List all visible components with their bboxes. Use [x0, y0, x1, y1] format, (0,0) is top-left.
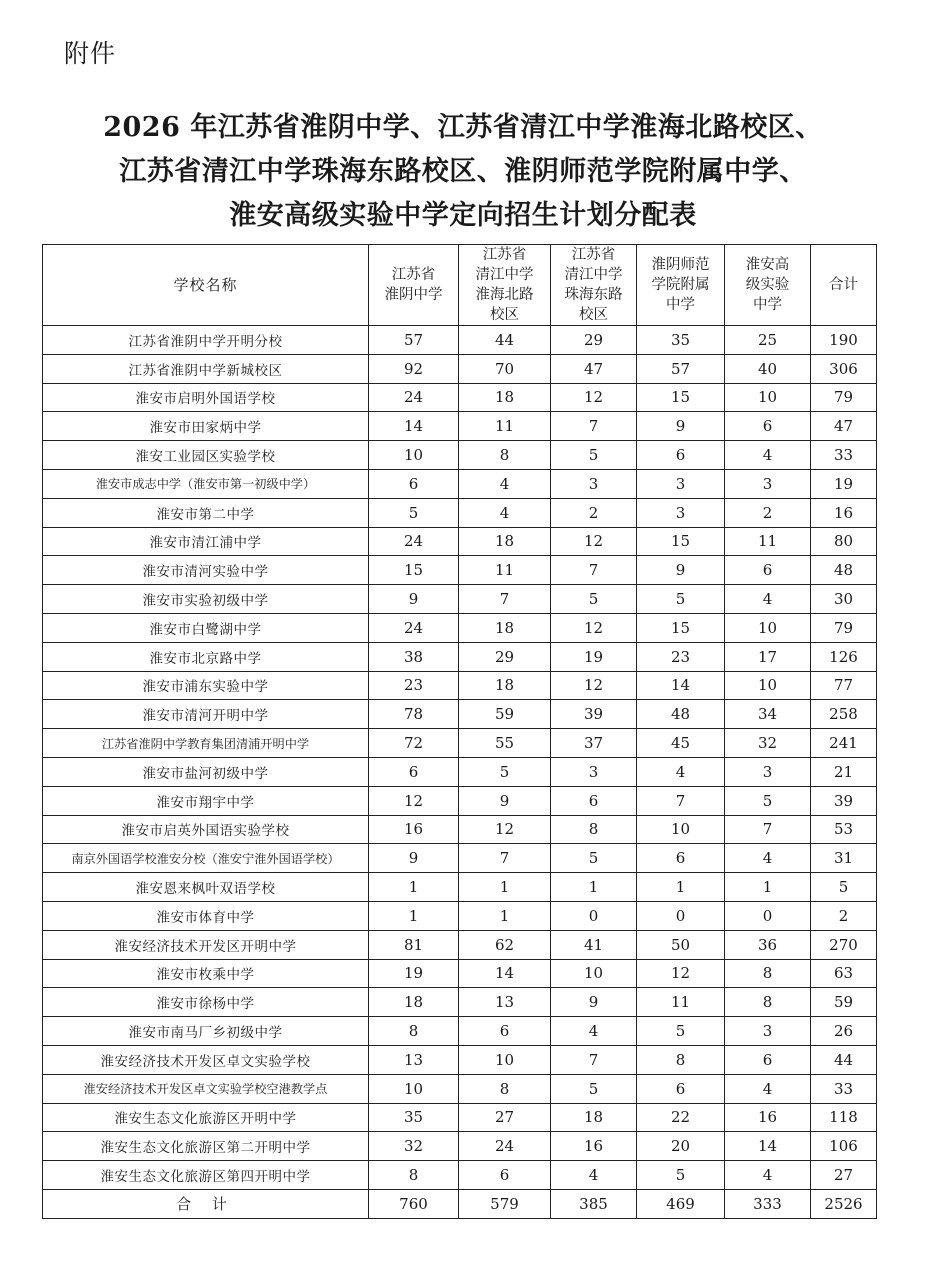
- quota-cell: 15: [637, 613, 725, 642]
- header-line: 清江中学: [564, 267, 623, 283]
- quota-cell: 55: [459, 729, 551, 758]
- header-line: 合计: [829, 277, 858, 293]
- quota-cell: 4: [725, 1074, 811, 1103]
- header-row: [43, 245, 877, 326]
- row-total-cell: 48: [811, 556, 877, 585]
- table-row: [43, 613, 877, 642]
- quota-cell: 8: [369, 1161, 459, 1190]
- quota-cell: 25: [725, 326, 811, 355]
- school-name-cell: 淮安市白鹭湖中学: [43, 613, 369, 642]
- row-total-cell: 16: [811, 498, 877, 527]
- quota-cell: 7: [459, 844, 551, 873]
- quota-cell: 38: [369, 642, 459, 671]
- quota-cell: 1: [369, 873, 459, 902]
- header-line: 珠海东路: [564, 287, 623, 303]
- quota-cell: 45: [637, 729, 725, 758]
- header-line: 江苏省: [391, 267, 436, 283]
- quota-cell: 15: [637, 383, 725, 412]
- quota-cell: 37: [551, 729, 637, 758]
- school-name-cell: 淮安工业园区实验学校: [43, 441, 369, 470]
- quota-cell: 18: [459, 671, 551, 700]
- quota-cell: 24: [369, 613, 459, 642]
- quota-cell: 44: [459, 326, 551, 355]
- quota-cell: 10: [551, 959, 637, 988]
- row-total-cell: 5: [811, 873, 877, 902]
- table-row: [43, 354, 877, 383]
- quota-cell: 0: [637, 901, 725, 930]
- quota-cell: 14: [369, 412, 459, 441]
- table-row: [43, 1045, 877, 1074]
- row-total-cell: 33: [811, 1074, 877, 1103]
- quota-cell: 16: [369, 815, 459, 844]
- quota-cell: 10: [725, 671, 811, 700]
- quota-cell: 1: [637, 873, 725, 902]
- header-line: 淮阴中学: [384, 287, 443, 303]
- quota-cell: 4: [551, 1017, 637, 1046]
- table-row: [43, 556, 877, 585]
- quota-cell: 1: [725, 873, 811, 902]
- total-cell: 2526: [811, 1189, 877, 1218]
- header-column: [637, 245, 725, 326]
- header-line: 江苏省: [571, 247, 616, 263]
- quota-cell: 29: [551, 326, 637, 355]
- quota-cell: 8: [369, 1017, 459, 1046]
- quota-cell: 6: [369, 469, 459, 498]
- school-name-cell: 淮安市启英外国语实验学校: [43, 815, 369, 844]
- row-total-cell: 31: [811, 844, 877, 873]
- quota-cell: 1: [459, 873, 551, 902]
- row-total-cell: 30: [811, 585, 877, 614]
- quota-cell: 6: [637, 1074, 725, 1103]
- quota-cell: 23: [637, 642, 725, 671]
- table-row: [43, 441, 877, 470]
- quota-cell: 50: [637, 930, 725, 959]
- quota-cell: 4: [725, 844, 811, 873]
- school-name-cell: 淮安生态文化旅游区开明中学: [43, 1103, 369, 1132]
- quota-cell: 5: [459, 757, 551, 786]
- quota-cell: 5: [369, 498, 459, 527]
- quota-cell: 5: [551, 441, 637, 470]
- table-row: [43, 815, 877, 844]
- row-total-cell: 26: [811, 1017, 877, 1046]
- table-row: [43, 901, 877, 930]
- quota-cell: 2: [725, 498, 811, 527]
- quota-cell: 17: [725, 642, 811, 671]
- quota-cell: 32: [725, 729, 811, 758]
- header-line: 淮海北路: [475, 287, 534, 303]
- table-row: [43, 383, 877, 412]
- title-line: 淮安高级实验中学定向招生计划分配表: [229, 200, 697, 231]
- table-header: [43, 245, 877, 326]
- school-name-cell: 淮安市翔宇中学: [43, 786, 369, 815]
- quota-cell: 35: [369, 1103, 459, 1132]
- table-row: [43, 326, 877, 355]
- quota-cell: 92: [369, 354, 459, 383]
- quota-cell: 5: [551, 844, 637, 873]
- quota-cell: 24: [369, 383, 459, 412]
- quota-cell: 12: [369, 786, 459, 815]
- table-row: [43, 1074, 877, 1103]
- quota-cell: 5: [637, 585, 725, 614]
- header-column: [369, 245, 459, 326]
- quota-cell: 6: [637, 844, 725, 873]
- quota-cell: 5: [725, 786, 811, 815]
- quota-cell: 27: [459, 1103, 551, 1132]
- quota-cell: 18: [459, 613, 551, 642]
- title-line: 江苏省清江中学珠海东路校区、淮阴师范学院附属中学、: [119, 156, 807, 187]
- quota-cell: 0: [725, 901, 811, 930]
- quota-cell: 14: [637, 671, 725, 700]
- school-name-cell: 淮安市成志中学（淮安市第一初级中学）: [43, 469, 369, 498]
- row-total-cell: 126: [811, 642, 877, 671]
- quota-cell: 9: [459, 786, 551, 815]
- table-row: [43, 498, 877, 527]
- quota-cell: 16: [551, 1132, 637, 1161]
- quota-cell: 12: [637, 959, 725, 988]
- row-total-cell: 21: [811, 757, 877, 786]
- total-cell: 385: [551, 1189, 637, 1218]
- table-row: [43, 1017, 877, 1046]
- header-school-name: [43, 245, 369, 326]
- total-label-cell: 合 计: [43, 1189, 369, 1218]
- row-total-cell: 190: [811, 326, 877, 355]
- school-name-cell: 江苏省淮阴中学教育集团清浦开明中学: [43, 729, 369, 758]
- quota-cell: 19: [551, 642, 637, 671]
- header-line: 中学: [753, 297, 782, 313]
- quota-cell: 14: [459, 959, 551, 988]
- document-title: [30, 106, 896, 238]
- header-line: 淮阴师范: [651, 257, 710, 273]
- row-total-cell: 63: [811, 959, 877, 988]
- quota-cell: 10: [369, 441, 459, 470]
- school-name-cell: 淮安市清河开明中学: [43, 700, 369, 729]
- school-name-cell: 淮安市北京路中学: [43, 642, 369, 671]
- quota-cell: 39: [551, 700, 637, 729]
- school-name-cell: 淮安市盐河初级中学: [43, 757, 369, 786]
- school-name-cell: 淮安市南马厂乡初级中学: [43, 1017, 369, 1046]
- quota-cell: 3: [725, 757, 811, 786]
- quota-cell: 9: [637, 556, 725, 585]
- quota-cell: 3: [551, 757, 637, 786]
- quota-cell: 18: [459, 383, 551, 412]
- header-column: [725, 245, 811, 326]
- quota-cell: 57: [369, 326, 459, 355]
- header-line: 校区: [490, 307, 519, 323]
- quota-cell: 35: [637, 326, 725, 355]
- table-row: [43, 786, 877, 815]
- quota-cell: 0: [551, 901, 637, 930]
- quota-cell: 10: [725, 613, 811, 642]
- table-row: [43, 527, 877, 556]
- quota-cell: 7: [725, 815, 811, 844]
- school-name-cell: 江苏省淮阴中学新城校区: [43, 354, 369, 383]
- quota-cell: 11: [459, 412, 551, 441]
- table-row: [43, 873, 877, 902]
- header-column: [551, 245, 637, 326]
- quota-cell: 12: [551, 383, 637, 412]
- quota-cell: 41: [551, 930, 637, 959]
- quota-cell: 8: [725, 959, 811, 988]
- school-name-cell: 淮安市实验初级中学: [43, 585, 369, 614]
- quota-cell: 1: [459, 901, 551, 930]
- quota-cell: 6: [725, 1045, 811, 1074]
- quota-cell: 29: [459, 642, 551, 671]
- quota-cell: 4: [637, 757, 725, 786]
- quota-cell: 24: [369, 527, 459, 556]
- table-row: [43, 1103, 877, 1132]
- school-name-cell: 淮安市第二中学: [43, 498, 369, 527]
- quota-cell: 15: [369, 556, 459, 585]
- quota-cell: 6: [725, 556, 811, 585]
- table-row: [43, 729, 877, 758]
- row-total-cell: 59: [811, 988, 877, 1017]
- row-total-cell: 2: [811, 901, 877, 930]
- school-name-cell: 淮安恩来枫叶双语学校: [43, 873, 369, 902]
- quota-cell: 7: [551, 1045, 637, 1074]
- quota-cell: 7: [551, 556, 637, 585]
- header-line: 中学: [666, 297, 695, 313]
- quota-cell: 11: [637, 988, 725, 1017]
- table-row: [43, 988, 877, 1017]
- quota-cell: 3: [637, 498, 725, 527]
- school-name-cell: 淮安市徐杨中学: [43, 988, 369, 1017]
- quota-cell: 24: [459, 1132, 551, 1161]
- row-total-cell: 39: [811, 786, 877, 815]
- row-total-cell: 79: [811, 383, 877, 412]
- title-line: 2026 年江苏省淮阴中学、江苏省清江中学淮海北路校区、: [103, 112, 823, 143]
- quota-cell: 6: [637, 441, 725, 470]
- quota-cell: 6: [459, 1161, 551, 1190]
- quota-cell: 22: [637, 1103, 725, 1132]
- quota-cell: 4: [459, 498, 551, 527]
- quota-cell: 18: [369, 988, 459, 1017]
- quota-cell: 48: [637, 700, 725, 729]
- quota-cell: 18: [551, 1103, 637, 1132]
- quota-cell: 12: [551, 613, 637, 642]
- quota-cell: 4: [551, 1161, 637, 1190]
- school-name-cell: 淮安经济技术开发区开明中学: [43, 930, 369, 959]
- table-row: [43, 671, 877, 700]
- quota-cell: 9: [369, 585, 459, 614]
- quota-cell: 34: [725, 700, 811, 729]
- quota-cell: 16: [725, 1103, 811, 1132]
- quota-cell: 32: [369, 1132, 459, 1161]
- table-row: [43, 585, 877, 614]
- quota-cell: 9: [551, 988, 637, 1017]
- quota-cell: 5: [551, 1074, 637, 1103]
- quota-cell: 4: [459, 469, 551, 498]
- quota-cell: 10: [637, 815, 725, 844]
- row-total-cell: 118: [811, 1103, 877, 1132]
- school-name-cell: 淮安市清河实验中学: [43, 556, 369, 585]
- row-total-cell: 106: [811, 1132, 877, 1161]
- quota-cell: 59: [459, 700, 551, 729]
- quota-cell: 3: [725, 469, 811, 498]
- table-row: [43, 700, 877, 729]
- header-line: 学校名称: [173, 276, 238, 294]
- school-name-cell: 淮安市田家炳中学: [43, 412, 369, 441]
- row-total-cell: 47: [811, 412, 877, 441]
- total-cell: 469: [637, 1189, 725, 1218]
- total-cell: 760: [369, 1189, 459, 1218]
- school-name-cell: 淮安市启明外国语学校: [43, 383, 369, 412]
- table-body: [43, 326, 877, 1190]
- header-line: 清江中学: [475, 267, 534, 283]
- table-row: [43, 844, 877, 873]
- header-line: 学院附属: [651, 277, 710, 293]
- school-name-cell: 淮安生态文化旅游区第二开明中学: [43, 1132, 369, 1161]
- quota-cell: 11: [459, 556, 551, 585]
- quota-cell: 8: [637, 1045, 725, 1074]
- quota-cell: 78: [369, 700, 459, 729]
- row-total-cell: 53: [811, 815, 877, 844]
- row-total-cell: 33: [811, 441, 877, 470]
- school-name-cell: 江苏省淮阴中学开明分校: [43, 326, 369, 355]
- quota-cell: 2: [551, 498, 637, 527]
- quota-cell: 72: [369, 729, 459, 758]
- quota-cell: 6: [725, 412, 811, 441]
- quota-cell: 7: [637, 786, 725, 815]
- school-name-cell: 淮安市枚乘中学: [43, 959, 369, 988]
- quota-cell: 1: [369, 901, 459, 930]
- quota-cell: 13: [459, 988, 551, 1017]
- quota-cell: 3: [551, 469, 637, 498]
- quota-cell: 19: [369, 959, 459, 988]
- quota-cell: 9: [637, 412, 725, 441]
- quota-cell: 10: [725, 383, 811, 412]
- quota-cell: 7: [551, 412, 637, 441]
- quota-cell: 5: [637, 1017, 725, 1046]
- allocation-table: [42, 244, 877, 1219]
- quota-cell: 5: [637, 1161, 725, 1190]
- row-total-cell: 306: [811, 354, 877, 383]
- annex-label: 附件: [64, 39, 117, 68]
- row-total-cell: 27: [811, 1161, 877, 1190]
- quota-cell: 12: [459, 815, 551, 844]
- total-row: [43, 1189, 877, 1218]
- school-name-cell: 南京外国语学校淮安分校（淮安宁淮外国语学校）: [43, 844, 369, 873]
- quota-cell: 4: [725, 1161, 811, 1190]
- quota-cell: 4: [725, 441, 811, 470]
- row-total-cell: 77: [811, 671, 877, 700]
- quota-cell: 81: [369, 930, 459, 959]
- quota-cell: 23: [369, 671, 459, 700]
- quota-cell: 3: [725, 1017, 811, 1046]
- quota-cell: 14: [725, 1132, 811, 1161]
- quota-cell: 47: [551, 354, 637, 383]
- header-line: 校区: [579, 307, 608, 323]
- quota-cell: 10: [459, 1045, 551, 1074]
- row-total-cell: 241: [811, 729, 877, 758]
- quota-cell: 12: [551, 671, 637, 700]
- quota-cell: 36: [725, 930, 811, 959]
- total-cell: 579: [459, 1189, 551, 1218]
- quota-cell: 12: [551, 527, 637, 556]
- header-line: 江苏省: [482, 247, 527, 263]
- row-total-cell: 79: [811, 613, 877, 642]
- table-row: [43, 959, 877, 988]
- quota-cell: 8: [725, 988, 811, 1017]
- quota-cell: 7: [459, 585, 551, 614]
- school-name-cell: 淮安生态文化旅游区第四开明中学: [43, 1161, 369, 1190]
- header-column: [811, 245, 877, 326]
- quota-cell: 8: [459, 441, 551, 470]
- table-row: [43, 412, 877, 441]
- quota-cell: 15: [637, 527, 725, 556]
- quota-cell: 11: [725, 527, 811, 556]
- quota-cell: 10: [369, 1074, 459, 1103]
- quota-cell: 70: [459, 354, 551, 383]
- quota-cell: 6: [551, 786, 637, 815]
- school-name-cell: 淮安市体育中学: [43, 901, 369, 930]
- quota-cell: 57: [637, 354, 725, 383]
- header-line: 淮安高: [745, 257, 790, 273]
- table-row: [43, 642, 877, 671]
- quota-cell: 9: [369, 844, 459, 873]
- row-total-cell: 258: [811, 700, 877, 729]
- quota-cell: 8: [551, 815, 637, 844]
- quota-cell: 6: [459, 1017, 551, 1046]
- quota-cell: 4: [725, 585, 811, 614]
- table-row: [43, 1132, 877, 1161]
- table-row: [43, 930, 877, 959]
- quota-cell: 18: [459, 527, 551, 556]
- quota-cell: 6: [369, 757, 459, 786]
- school-name-cell: 淮安经济技术开发区卓文实验学校空港教学点: [43, 1074, 369, 1103]
- table-row: [43, 1161, 877, 1190]
- row-total-cell: 80: [811, 527, 877, 556]
- school-name-cell: 淮安经济技术开发区卓文实验学校: [43, 1045, 369, 1074]
- header-line: 级实验: [745, 277, 790, 293]
- row-total-cell: 44: [811, 1045, 877, 1074]
- table-row: [43, 469, 877, 498]
- table-footer: [43, 1189, 877, 1218]
- quota-cell: 13: [369, 1045, 459, 1074]
- quota-cell: 20: [637, 1132, 725, 1161]
- quota-cell: 62: [459, 930, 551, 959]
- table-row: [43, 757, 877, 786]
- quota-cell: 8: [459, 1074, 551, 1103]
- quota-cell: 3: [637, 469, 725, 498]
- school-name-cell: 淮安市浦东实验中学: [43, 671, 369, 700]
- header-column: [459, 245, 551, 326]
- quota-cell: 5: [551, 585, 637, 614]
- quota-cell: 1: [551, 873, 637, 902]
- row-total-cell: 19: [811, 469, 877, 498]
- school-name-cell: 淮安市清江浦中学: [43, 527, 369, 556]
- total-cell: 333: [725, 1189, 811, 1218]
- row-total-cell: 270: [811, 930, 877, 959]
- quota-cell: 40: [725, 354, 811, 383]
